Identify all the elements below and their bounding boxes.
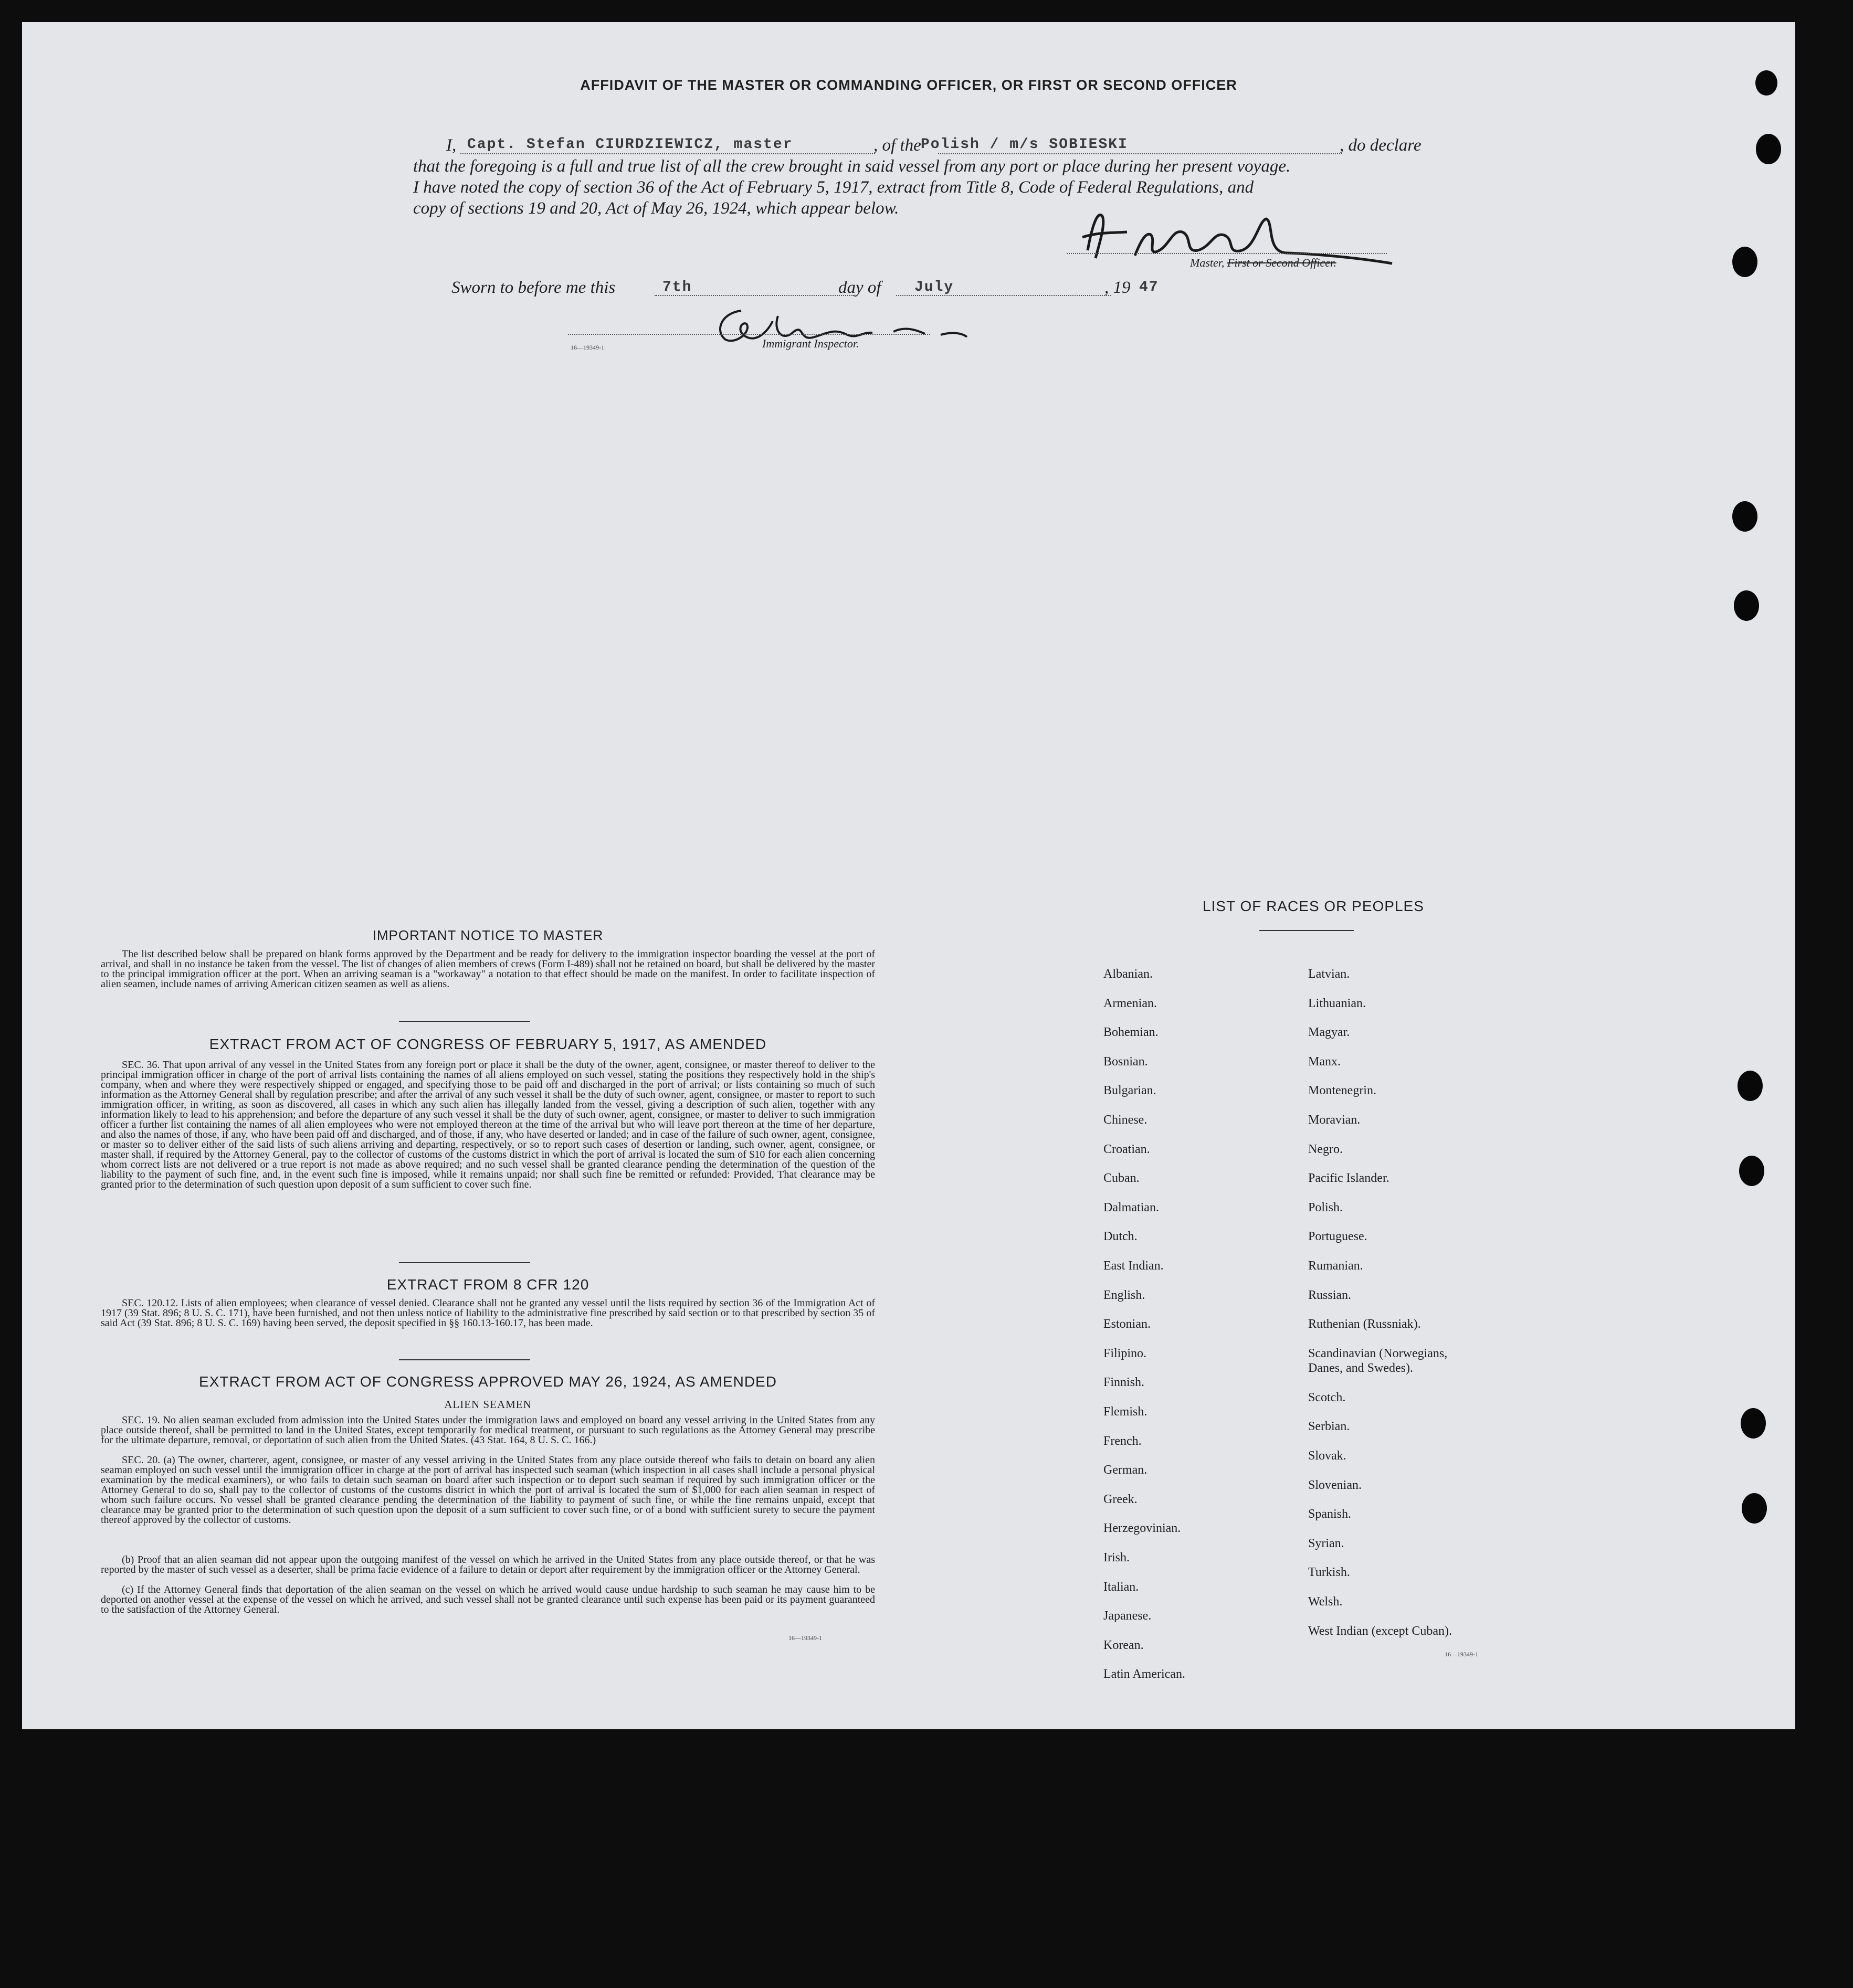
race-item: Pacific Islander. [1308,1171,1389,1186]
extract-1924-sec20a: SEC. 20. (a) The owner, charterer, agent, consignee, or master of any vessel arriving in the United States from any place outside thereof who fails to detain on board any alien seaman employed on such vessel until the immigration officer in charge at the port of arrival has inspected such seaman (which inspection in all cases shall include a personal physical examination by the medical examiners), or who fails to detain such seaman on board after such inspection or to deport such seaman if required by such immigration officer or the Attorney General to do so, shall pay to the collector of customs of the customs district in which the port of arrival is located the sum of $1,000 for each alien seaman in respect of whom such failure occurs. No vessel shall be granted clearance pending the determination of the liability to payment of such fine, or while the fine remains unpaid, except that clearance may be granted prior to the determination of such question upon the deposit of a sum sufficient to cover such fine, or of a bond with sufficient surety to secure the payment thereof approved by the collector of customs. [101,1454,875,1526]
binder-hole [1755,70,1777,96]
extract-1924-sec19: SEC. 19. No alien seaman excluded from admission into the United States under the immigration laws and employed on board any vessel arriving in the United States from any place outside thereof, shall be permitted to land in the United States, except temporarily for medical treatment, or pursuant to such regulations as the Attorney General may prescribe for the ultimate departure, removal, or deportation of such alien from the United States. (43 Stat. 164, 8 U. S. C. 166.) [101,1414,875,1446]
race-item: Italian. [1103,1580,1139,1594]
extract-1917-body: SEC. 36. That upon arrival of any vessel in the United States from any foreign port or place it shall be the duty of the owner, agent, consignee, or master thereof to deliver to the principal immigration officer in charge of the port of arrival lists containing the names of all aliens employed on such vessel, stating the positions they respectively hold in the ship's company, when and where they were respectively shipped or engaged, and specifying those to be paid off and discharged in the port of arrival; or lists containing so much of such information as the Attorney General shall by regulation prescribe; and after the arrival of any such vessel it shall be the duty of such owner, agent, consignee, or master to report to such immigration officer, in writing, as soon as discovered, all cases in which any such alien has illegally landed from the vessel, giving a description of such alien, together with any information likely to lead to his apprehension; and before the departure of any such vessel it shall be the duty of such owner, agent, consignee, or master to deliver to such immigration officer a further list containing the names of all alien employees who were not employed thereon at the time of the arrival but who will leave port thereon at the time of her departure, and also the names of those, if any, who have been paid off and discharged, and of those, if any, who have deserted or landed; and in case of the failure of such owner, agent, consignee, or master so to deliver either of the said lists of such aliens arriving and departing, respectively, or so to report such cases of desertion or landing, such owner, agent, consignee, or master shall, if required by the Attorney General, pay to the collector of customs of the customs district in which the port of arrival is located the sum of $10 for each alien concerning whom correct lists are not delivered or a true report is not made as above required; and no such vessel shall be granted clearance pending the determination of the question of the liability to the payment of such fine, and, in the event such fine is imposed, while it remains unpaid; nor shall such fine be remitted or refunded: Provided, That clearance may be granted prior to the determination of such question upon deposit of a sum sufficient to cover such fine. [101,1059,875,1190]
race-item: Flemish. [1103,1405,1147,1419]
race-item: Manx. [1308,1054,1341,1069]
race-item: Latin American. [1103,1667,1185,1682]
notice-body: The list described below shall be prepared on blank forms approved by the Department and be ready for delivery to the immigration inspector boarding the vessel at the port of arrival, and shall in no instance be taken from the vessel. The list of changes of alien members of crews (Form I-489) shall not be retained on board, but shall be delivered by the master to the principal immigration officer at the port. When an arriving seaman is a "workaway" a notation to that effect should be made on the manifest. In order to facilitate inspection of alien seamen, include names of arriving American citizen seamen as well as aliens. [101,948,875,990]
affidavit-line-3: I have noted the copy of section 36 of the Act of February 5, 1917, extract from Title 8, Code of Federal Regulations, and [413,178,1254,197]
separator [399,1262,530,1263]
race-item: Armenian. [1103,996,1157,1010]
race-item: Serbian. [1308,1420,1350,1434]
race-item: Greek. [1103,1492,1138,1506]
extract-1924-sec20c: (c) If the Attorney General finds that deportation of the alien seaman on the vessel on which he arrived would cause undue hardship to such seaman he may cause him to be deported on another vessel at the expense of the vessel on which he arrived, and such vessel shall not be granted clearance until such expense has been paid or its payment guaranteed to the satisfaction of the Attorney General. [101,1584,875,1615]
race-item: Bulgarian. [1103,1084,1156,1098]
race-item: Latvian. [1308,967,1350,981]
race-item: Turkish. [1308,1566,1350,1580]
year-suffix-field: 47 [1139,279,1159,295]
affidavit-of-the: , of the [873,136,921,155]
race-item: Syrian. [1308,1536,1344,1550]
master-name-rule [460,153,875,154]
binder-hole [1734,590,1759,621]
binder-hole [1756,134,1781,164]
race-item: English. [1103,1288,1145,1302]
caption-struck: First or Second Officer. [1227,256,1336,269]
race-item: Japanese. [1103,1609,1152,1623]
race-item: Bosnian. [1103,1054,1148,1069]
affidavit-form-number: 16—19349-1 [571,344,604,351]
race-item: French. [1103,1434,1142,1448]
race-item: Russian. [1308,1288,1352,1302]
sworn-day-field: 7th [662,279,692,295]
races-title: LIST OF RACES OR PEOPLES [1203,898,1424,914]
race-item: Croatian. [1103,1142,1150,1156]
inspector-signature-rule [568,334,930,335]
race-item: Slovak. [1308,1449,1346,1463]
race-item: Welsh. [1308,1595,1343,1609]
race-item: Bohemian. [1103,1025,1159,1040]
binder-hole [1732,501,1757,532]
race-item: Ruthenian (Russniak). [1308,1317,1421,1331]
notice-title: IMPORTANT NOTICE TO MASTER [372,927,604,943]
sworn-month-field: July [914,279,954,295]
race-item: Estonian. [1103,1317,1151,1331]
document-page [22,22,1795,1729]
vessel-name-rule [938,153,1342,154]
binder-hole [1739,1156,1764,1186]
race-item: Albanian. [1103,967,1153,981]
race-item: Polish. [1308,1200,1343,1214]
races-title-rule [1259,930,1354,931]
sworn-label: Sworn to before me this [451,278,616,297]
master-name-field: Capt. Stefan CIURDZIEWICZ, master [467,136,793,153]
caption-master: Master, [1190,256,1227,269]
race-item: Magyar. [1308,1025,1350,1040]
race-item: Moravian. [1308,1113,1361,1127]
race-item: German. [1103,1463,1147,1477]
master-signature-rule [1067,253,1387,254]
race-item: East Indian. [1103,1259,1164,1273]
race-item: Scandinavian (Norwegians, Danes, and Swedes). [1308,1346,1448,1375]
race-item: Spanish. [1308,1507,1352,1521]
affidavit-line-2: that the foregoing is a full and true list of all the crew brought in said vessel from any port or place during her present voyage. [413,157,1291,176]
race-item: Herzegovinian. [1103,1521,1181,1536]
race-item: Dalmatian. [1103,1200,1159,1214]
race-item: Finnish. [1103,1376,1145,1390]
race-item: Filipino. [1103,1346,1147,1360]
binder-hole [1738,1071,1763,1101]
extract-1924-subtitle: ALIEN SEAMEN [444,1398,532,1411]
race-item: Irish. [1103,1551,1130,1564]
inspector-caption: Immigrant Inspector. [762,337,859,350]
races-form-number: 16—19349-1 [1445,1651,1478,1658]
sworn-month-rule [896,295,1111,296]
race-item: Slovenian. [1308,1478,1362,1492]
master-signature-caption [1190,256,1336,270]
race-item: Portuguese. [1308,1230,1367,1244]
extract-1917-title: EXTRACT FROM ACT OF CONGRESS OF FEBRUARY 5, 1917, AS AMENDED [209,1036,767,1052]
extract-cfr-title: EXTRACT FROM 8 CFR 120 [386,1276,589,1293]
affidavit-line-4: copy of sections 19 and 20, Act of May 26, 1924, which appear below. [413,199,899,218]
race-item: Lithuanian. [1308,996,1366,1010]
separator [399,1359,530,1360]
race-item: Cuban. [1103,1171,1140,1186]
race-item: Chinese. [1103,1113,1147,1127]
separator [399,1021,530,1022]
extract-cfr-body: SEC. 120.12. Lists of alien employees; when clearance of vessel denied. Clearance shall not be granted any vessel until the lists required by section 36 of the Immigration Act of 1917 (39 Stat. 896; 8 U. S. C. 171), have been furnished, and not then unless notice of liability to the administrative fine prescribed by said section or to that prescribed by section 35 of said Act (39 Stat. 896; 8 U. S. C. 169) having been served, the deposit specified in §§ 160.13-160.17, has been made. [101,1297,875,1329]
year-prefix: , 19 [1104,278,1131,297]
race-item: Rumanian. [1308,1259,1363,1273]
affidavit-title: AFFIDAVIT OF THE MASTER OR COMMANDING OFFICER, OR FIRST OR SECOND OFFICER [580,77,1237,93]
binder-hole [1732,247,1757,277]
race-item: Dutch. [1103,1230,1138,1244]
extract-form-number: 16—19349-1 [788,1634,822,1642]
affidavit-do-declare: , do declare [1340,136,1422,155]
day-of-label: day of [838,278,881,297]
race-item: Korean. [1103,1638,1144,1652]
binder-hole [1741,1408,1766,1439]
race-item: Scotch. [1308,1390,1346,1404]
binder-hole [1742,1493,1767,1524]
race-item: West Indian (except Cuban). [1308,1624,1452,1638]
vessel-name-field: Polish / m/s SOBIESKI [921,136,1128,153]
race-item: Montenegrin. [1308,1084,1376,1098]
extract-1924-sec20b: (b) Proof that an alien seaman did not appear upon the outgoing manifest of the vessel on which he arrived in the United States from any place outside thereof, or that he was reported by the master of such vessel as a deserter, shall be prima facie evidence of a failure to detain or deport after requirement by the immigration officer or the Attorney General. [101,1554,875,1575]
sworn-day-rule [655,295,854,296]
extract-1924-title: EXTRACT FROM ACT OF CONGRESS APPROVED MAY 26, 1924, AS AMENDED [199,1373,777,1390]
race-item: Negro. [1308,1142,1343,1156]
affidavit-i-label: I, [446,136,457,155]
